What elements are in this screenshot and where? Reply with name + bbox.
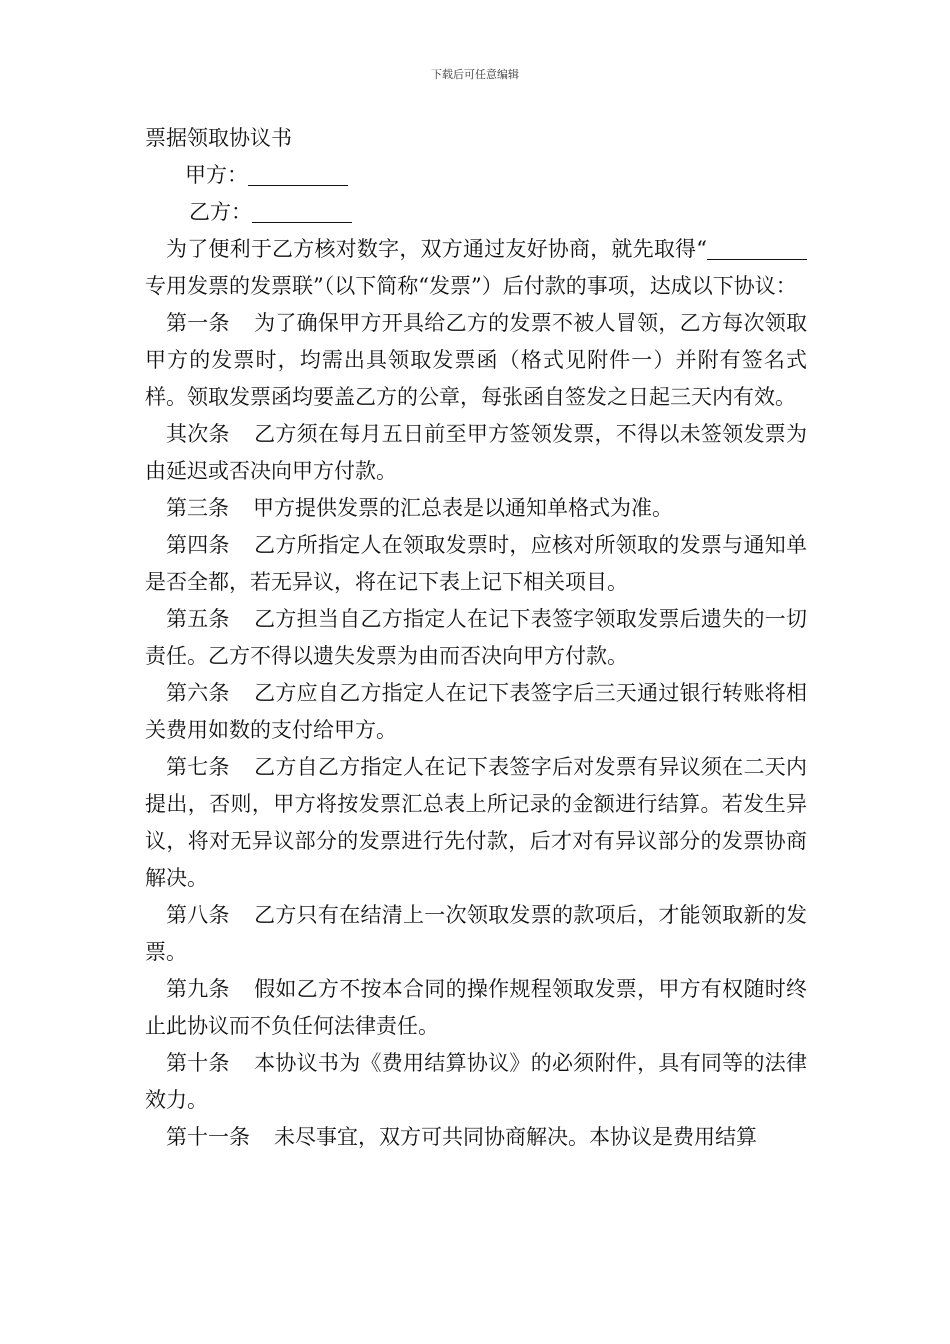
article-paragraph [145, 1045, 807, 1119]
article-paragraph [145, 897, 807, 971]
article-label: 第十一条 [166, 1125, 250, 1149]
article-text: 甲方提供发票的汇总表是以通知单格式为准。 [253, 496, 673, 520]
article-text: 乙方自乙方指定人在记下表签字后对发票有异议须在二天内提出，否则，甲方将按发票汇总表上所记录的金额进行结算。若发生异议，将对无异议部分的发票进行先付款，后才对有异议部分的发票协商解决。 [145, 755, 807, 890]
article-text: 乙方只有在结清上一次领取发票的款项后，才能领取新的发票。 [145, 903, 807, 964]
article-label: 第十条 [166, 1051, 230, 1075]
articles-list [145, 305, 807, 1156]
party-a-line [145, 157, 807, 194]
article-label: 第八条 [166, 903, 230, 927]
article-text: 为了确保甲方开具给乙方的发票不被人冒领，乙方每次领取甲方的发票时，均需出具领取发票函（格式见附件一）并附有签名式样。领取发票函均要盖乙方的公章，每张函自签发之日起三天内有效。 [145, 311, 807, 409]
article-paragraph [145, 749, 807, 897]
article-label: 第七条 [166, 755, 230, 779]
article-label: 第四条 [166, 533, 230, 557]
article-paragraph [145, 416, 807, 490]
article-text: 乙方所指定人在领取发票时，应核对所领取的发票与通知单是否全都，若无异议，将在记下表上记下相关项目。 [145, 533, 807, 594]
article-label: 第五条 [166, 607, 230, 631]
intro-paragraph [145, 231, 807, 305]
article-label: 第三条 [166, 496, 229, 520]
article-text: 本协议书为《费用结算协议》的必须附件，具有同等的法律效力。 [145, 1051, 807, 1112]
party-b-label: 乙方： [189, 200, 252, 224]
article-label: 第九条 [166, 977, 230, 1001]
document-body [145, 120, 807, 1156]
article-text: 乙方须在每月五日前至甲方签领发票，不得以未签领发票为由延迟或否决向甲方付款。 [145, 422, 807, 483]
article-paragraph [145, 527, 807, 601]
article-paragraph [145, 305, 807, 416]
document-title: 票据领取协议书 [145, 126, 292, 150]
party-b-blank [252, 200, 352, 223]
page-header-note: 下载后可任意编辑 [431, 68, 519, 81]
party-a-blank [248, 163, 348, 186]
article-label: 第六条 [166, 681, 230, 705]
article-text: 乙方担当自乙方指定人在记下表签字领取发票后遗失的一切责任。乙方不得以遗失发票为由而否决向甲方付款。 [145, 607, 807, 668]
article-text: 假如乙方不按本合同的操作规程领取发票，甲方有权随时终止此协议而不负任何法律责任。 [145, 977, 807, 1038]
article-paragraph [145, 971, 807, 1045]
article-paragraph [145, 1119, 807, 1156]
invoice-type-blank-2 [765, 237, 807, 260]
intro-text-1: 为了便利于乙方核对数字，双方通过友好协商，就先取得“ [166, 237, 707, 261]
article-label: 其次条 [166, 422, 230, 446]
intro-text-2: 专用发票的发票联”（以下简称“发票”）后付款的事项，达成以下协议： [145, 274, 797, 298]
article-paragraph [145, 601, 807, 675]
article-text: 未尽事宜，双方可共同协商解决。本协议是费用结算 [274, 1125, 757, 1149]
invoice-type-blank-1 [707, 237, 765, 260]
party-a-label: 甲方： [185, 163, 248, 187]
article-paragraph [145, 490, 807, 527]
article-label: 第一条 [166, 311, 230, 335]
party-b-line [145, 194, 807, 231]
article-text: 乙方应自乙方指定人在记下表签字后三天通过银行转账将相关费用如数的支付给甲方。 [145, 681, 807, 742]
article-paragraph [145, 675, 807, 749]
